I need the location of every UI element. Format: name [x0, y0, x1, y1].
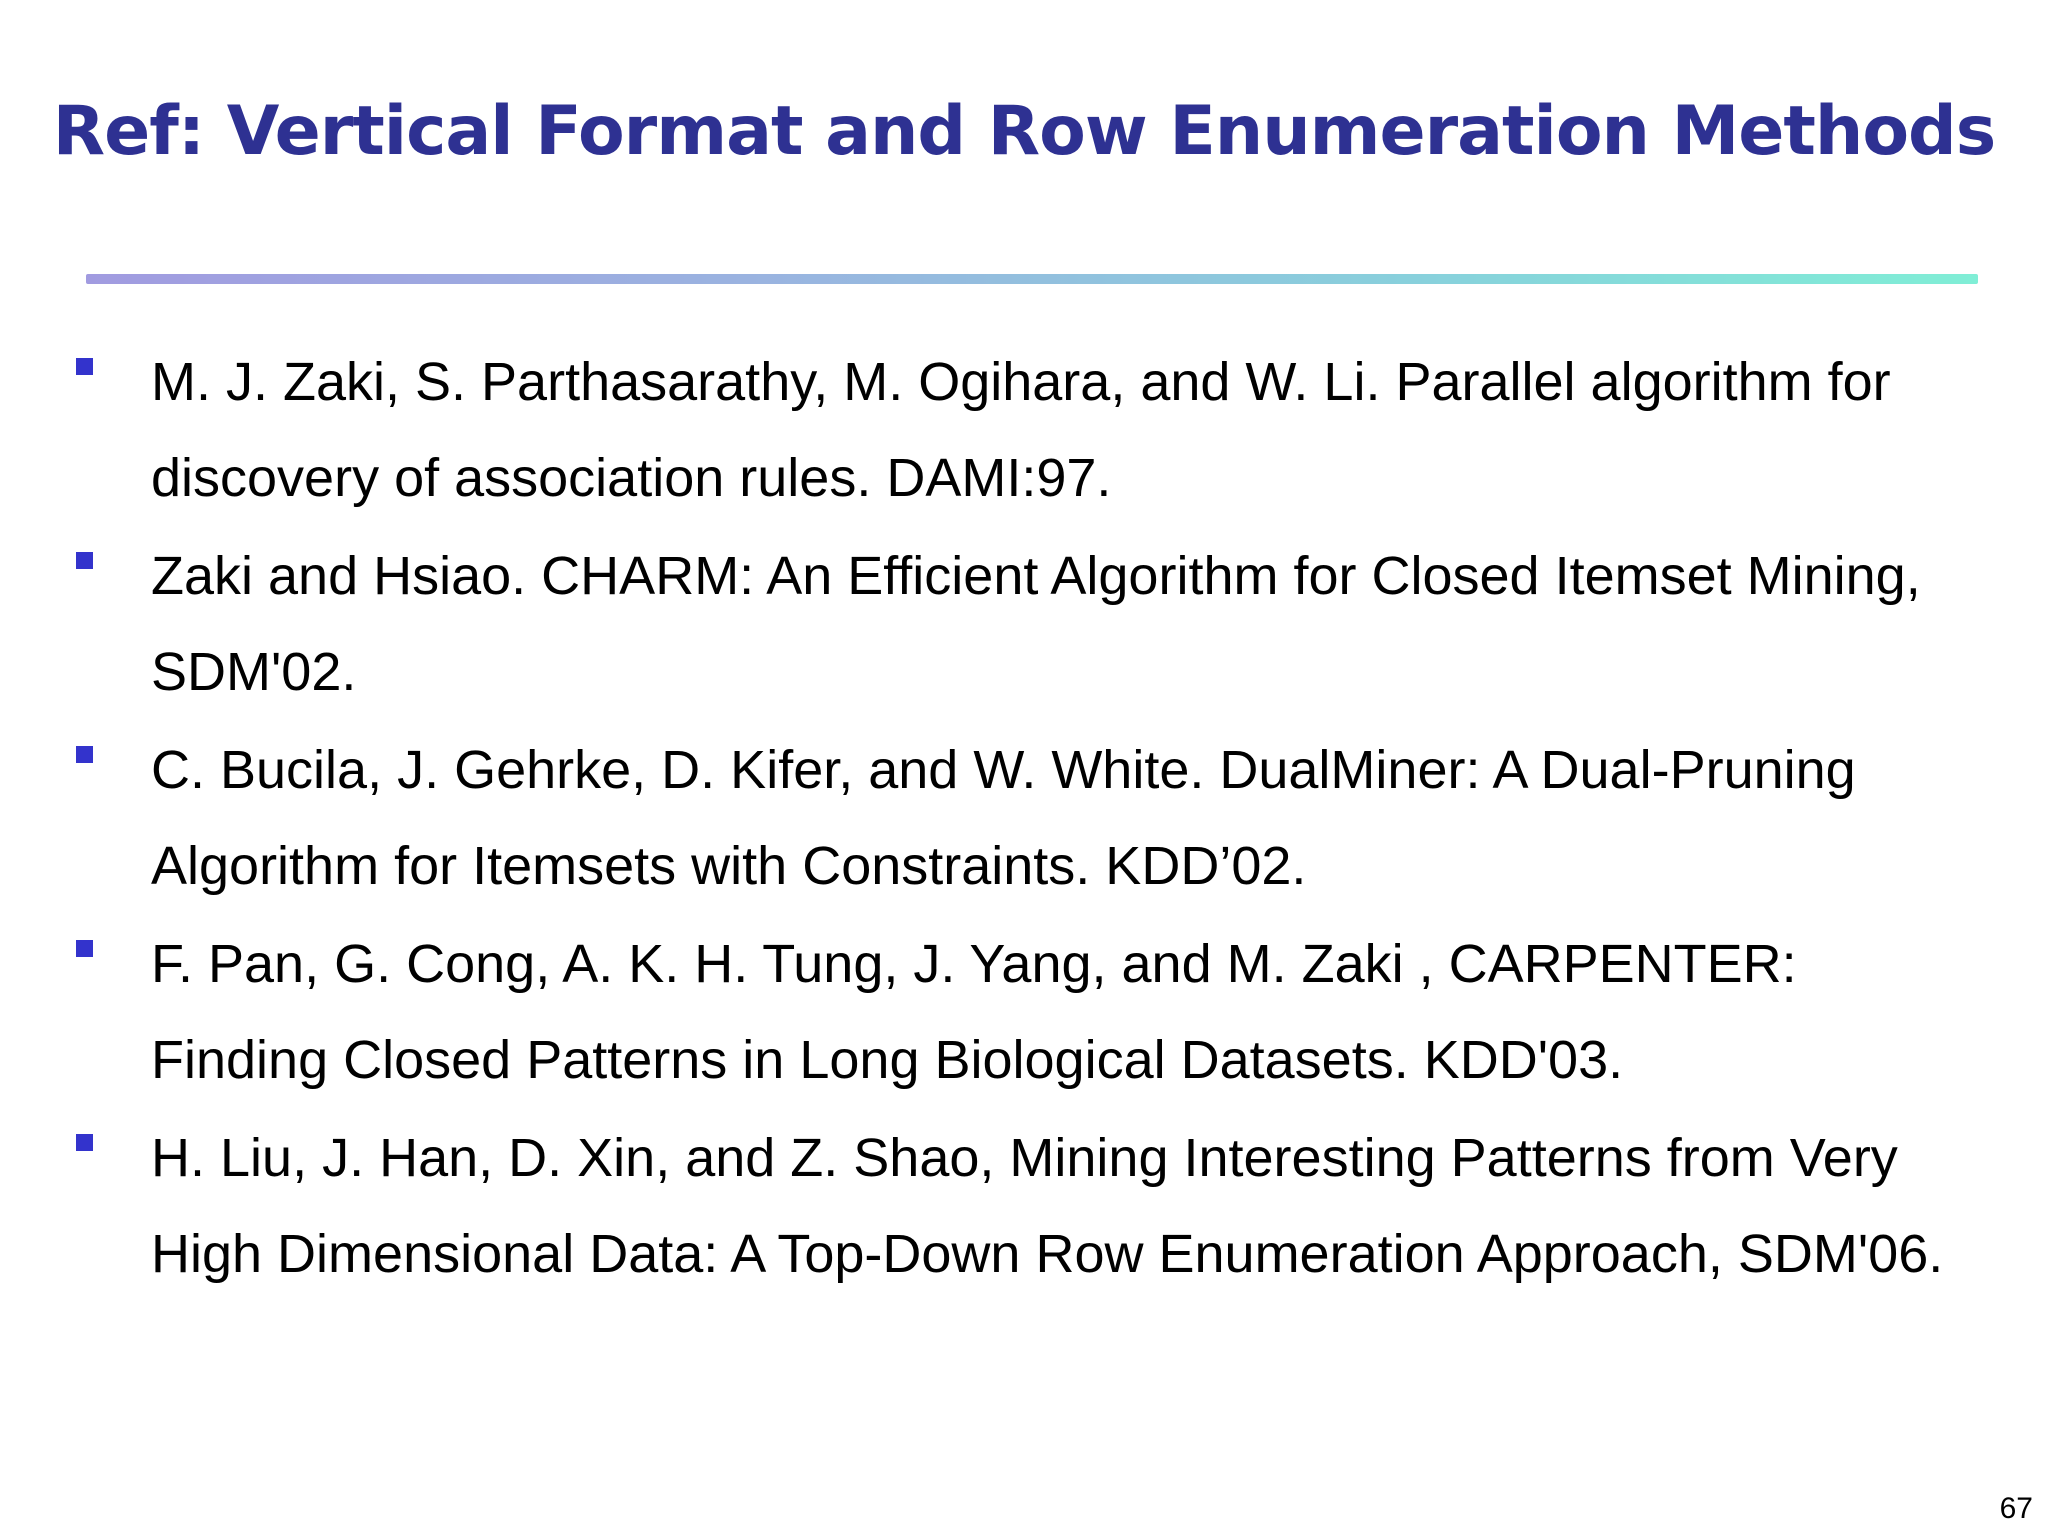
title-divider — [86, 274, 1978, 284]
reference-item — [0, 528, 2048, 720]
reference-text: Zaki and Hsiao. CHARM: An Efficient Algorithm for Closed Itemset Mining, SDM'02. — [151, 546, 1921, 702]
reference-item — [0, 916, 2048, 1108]
reference-text: C. Bucila, J. Gehrke, D. Kifer, and W. White. DualMiner: A Dual-Pruning Algorithm for Itemsets with Constraints. KDD’02. — [151, 740, 1856, 896]
reference-item — [0, 1110, 2048, 1302]
reference-text: M. J. Zaki, S. Parthasarathy, M. Ogihara, and W. Li. Parallel algorithm for discovery of association rules. DAMI:97. — [151, 352, 1891, 508]
slide-title: Ref: Vertical Format and Row Enumeration Methods — [52, 92, 1996, 171]
reference-item — [0, 722, 2048, 914]
square-bullet-icon — [76, 358, 93, 375]
square-bullet-icon — [76, 940, 93, 957]
reference-text: H. Liu, J. Han, D. Xin, and Z. Shao, Mining Interesting Patterns from Very High Dimensional Data: A Top-Down Row Enumeration Approach, SDM'06. — [151, 1128, 1944, 1284]
square-bullet-icon — [76, 552, 93, 569]
square-bullet-icon — [76, 746, 93, 763]
reference-text: F. Pan, G. Cong, A. K. H. Tung, J. Yang, and M. Zaki , CARPENTER: Finding Closed Patterns in Long Biological Datasets. KDD'03. — [151, 934, 1797, 1090]
page-number: 67 — [1999, 1492, 2033, 1525]
reference-list — [0, 346, 2048, 1316]
reference-item — [0, 334, 2048, 526]
square-bullet-icon — [76, 1134, 93, 1151]
